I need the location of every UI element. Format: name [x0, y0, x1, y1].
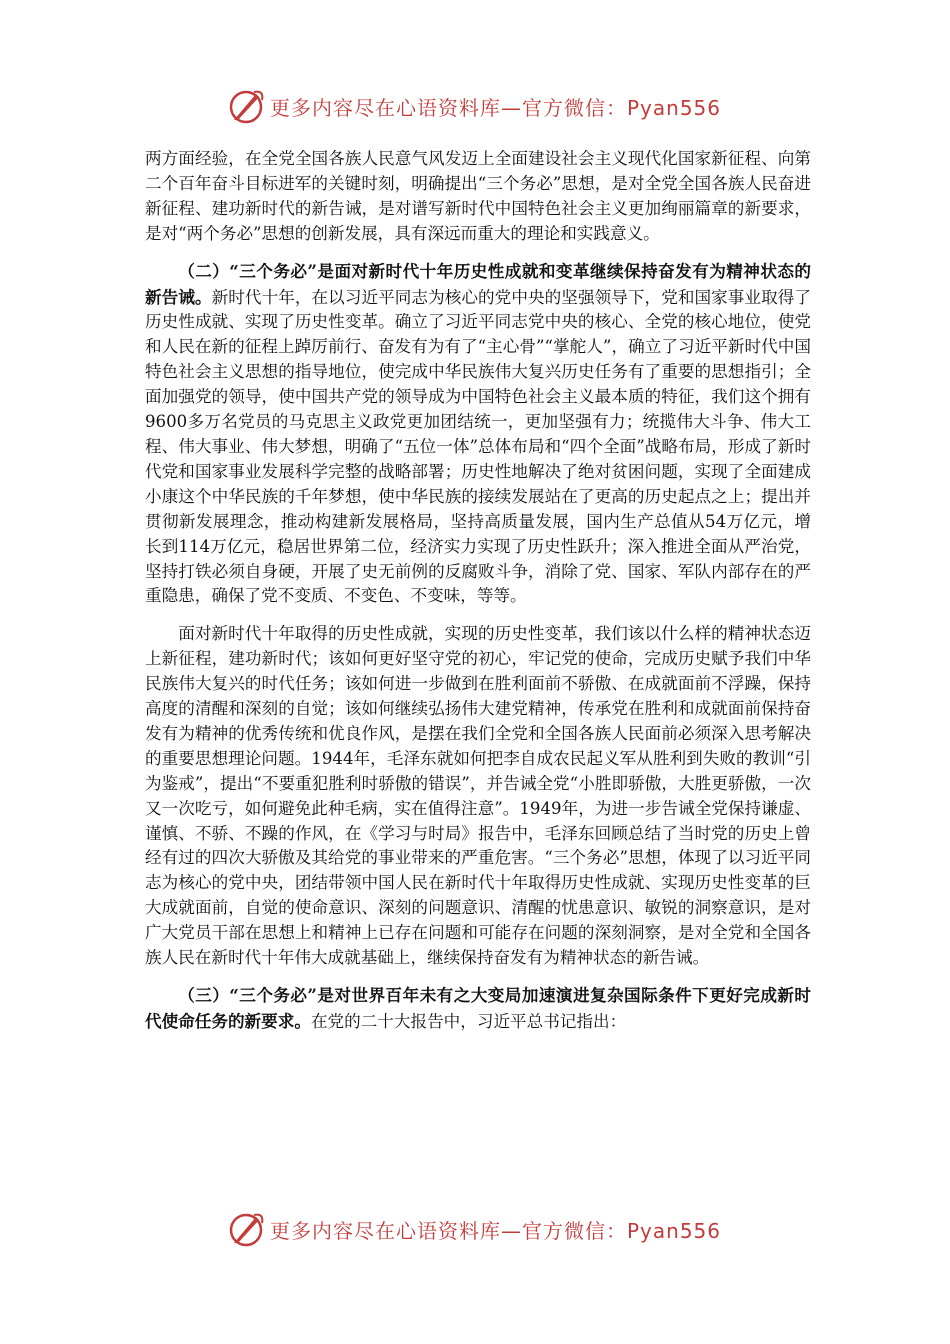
quill-logo-icon [226, 86, 266, 126]
document-body [145, 146, 811, 1047]
quill-logo-icon [226, 1209, 266, 1249]
footer-banner [226, 1207, 726, 1251]
header-banner [226, 84, 726, 128]
paragraph-text: 两方面经验，在全党全国各族人民意气风发迈上全面建设社会主义现代化国家新征程、向第二个百年奋斗目标进军的关键时刻，明确提出“三个务必”思想，是对全党全国各族人民奋进新征程、建功新时代的新告诫，是对谱写新时代中国特色社会主义更加绚丽篇章的新要求，是对“两个务必”思想的创新发展，具有深远而重大的理论和实践意义。 [145, 149, 811, 243]
paragraph-2 [145, 259, 811, 610]
banner-text: 更多内容尽在心语资料库—官方微信：Pyan556 [270, 1218, 722, 1243]
paragraph-1 [145, 146, 811, 247]
banner-text: 更多内容尽在心语资料库—官方微信：Pyan556 [270, 95, 722, 120]
paragraph-heading: （三）“三个务必”是对世界百年未有之大变局加速演进复杂国际条件下更好完成新时代使命任务的新要求。 [145, 985, 811, 1031]
paragraph-3 [145, 621, 811, 971]
paragraph-4 [145, 983, 811, 1035]
paragraph-heading: （二）“三个务必”是面对新时代十年历史性成就和变革继续保持奋发有为精神状态的新告诫。 [145, 260, 811, 307]
paragraph-text: 面对新时代十年取得的历史性成就，实现的历史性变革，我们该以什么样的精神状态迈上新征程，建功新时代；该如何更好坚守党的初心，牢记党的使命，完成历史赋予我们中华民族伟大复兴的时代任务；该如何进一步做到在胜利面前不骄傲、在成就面前不浮躁，保持高度的清醒和深刻的自觉；该如何继续弘扬伟大建党精神，传承党在胜利和成就面前保持奋发有为精神的优秀传统和优良作风，是摆在我们全党和全国各族人民面前必须深入思考解决的重要思想理论问题。1944年，毛泽东就如何把李自成农民起义军从胜利到失败的教训“引为鉴戒”，提出“不要重犯胜利时骄傲的错误”，并告诫全党“小胜即骄傲，大胜更骄傲，一次又一次吃亏，如何避免此种毛病，实在值得注意”。1949年，为进一步告诫全党保持谦虚、谨慎、不骄、不躁的作风，在《学习与时局》报告中，毛泽东回顾总结了当时党的历史上曾经有过的四次大骄傲及其给党的事业带来的严重危害。“三个务必”思想，体现了以习近平同志为核心的党中央，团结带领中国人民在新时代十年取得历史性成就、实现历史性变革的巨大成就面前，自觉的使命意识、深刻的问题意识、清醒的忧患意识、敏锐的洞察意识，是对广大党员干部在思想上和精神上已存在问题和可能存在问题的深刻洞察，是对全党和全国各族人民在新时代十年伟大成就基础上，继续保持奋发有为精神状态的新告诫。 [145, 624, 811, 968]
paragraph-text: 在党的二十大报告中，习近平总书记指出： [310, 1011, 627, 1031]
paragraph-text: 新时代十年，在以习近平同志为核心的党中央的坚强领导下，党和国家事业取得了历史性成就、实现了历史性变革。确立了习近平同志党中央的核心、全党的核心地位，使党和人民在新的征程上踔厉前行、奋发有为有了“主心骨”“掌舵人”，确立了习近平新时代中国特色社会主义思想的指导地位，使完成中华民族伟大复兴历史任务有了重要的思想指引；全面加强党的领导，使中国共产党的领导成为中国特色社会主义最本质的特征，我们这个拥有9600多万名党员的马克思主义政党更加团结统一，更加坚强有力；统揽伟大斗争、伟大工程、伟大事业、伟大梦想，明确了“五位一体”总体布局和“四个全面”战略布局，形成了新时代党和国家事业发展科学完整的战略部署；历史性地解决了绝对贫困问题，实现了全面建成小康这个中华民族的千年梦想，使中华民族的接续发展站在了更高的历史起点之上；提出并贯彻新发展理念，推动构建新发展格局，坚持高质量发展，国内生产总值从54万亿元，增长到114万亿元，稳居世界第二位，经济实力实现了历史性跃升；深入推进全面从严治党，坚持打铁必须自身硬，开展了史无前例的反腐败斗争，消除了党、国家、军队内部存在的严重隐患，确保了党不变质、不变色、不变味，等等。 [145, 287, 812, 606]
